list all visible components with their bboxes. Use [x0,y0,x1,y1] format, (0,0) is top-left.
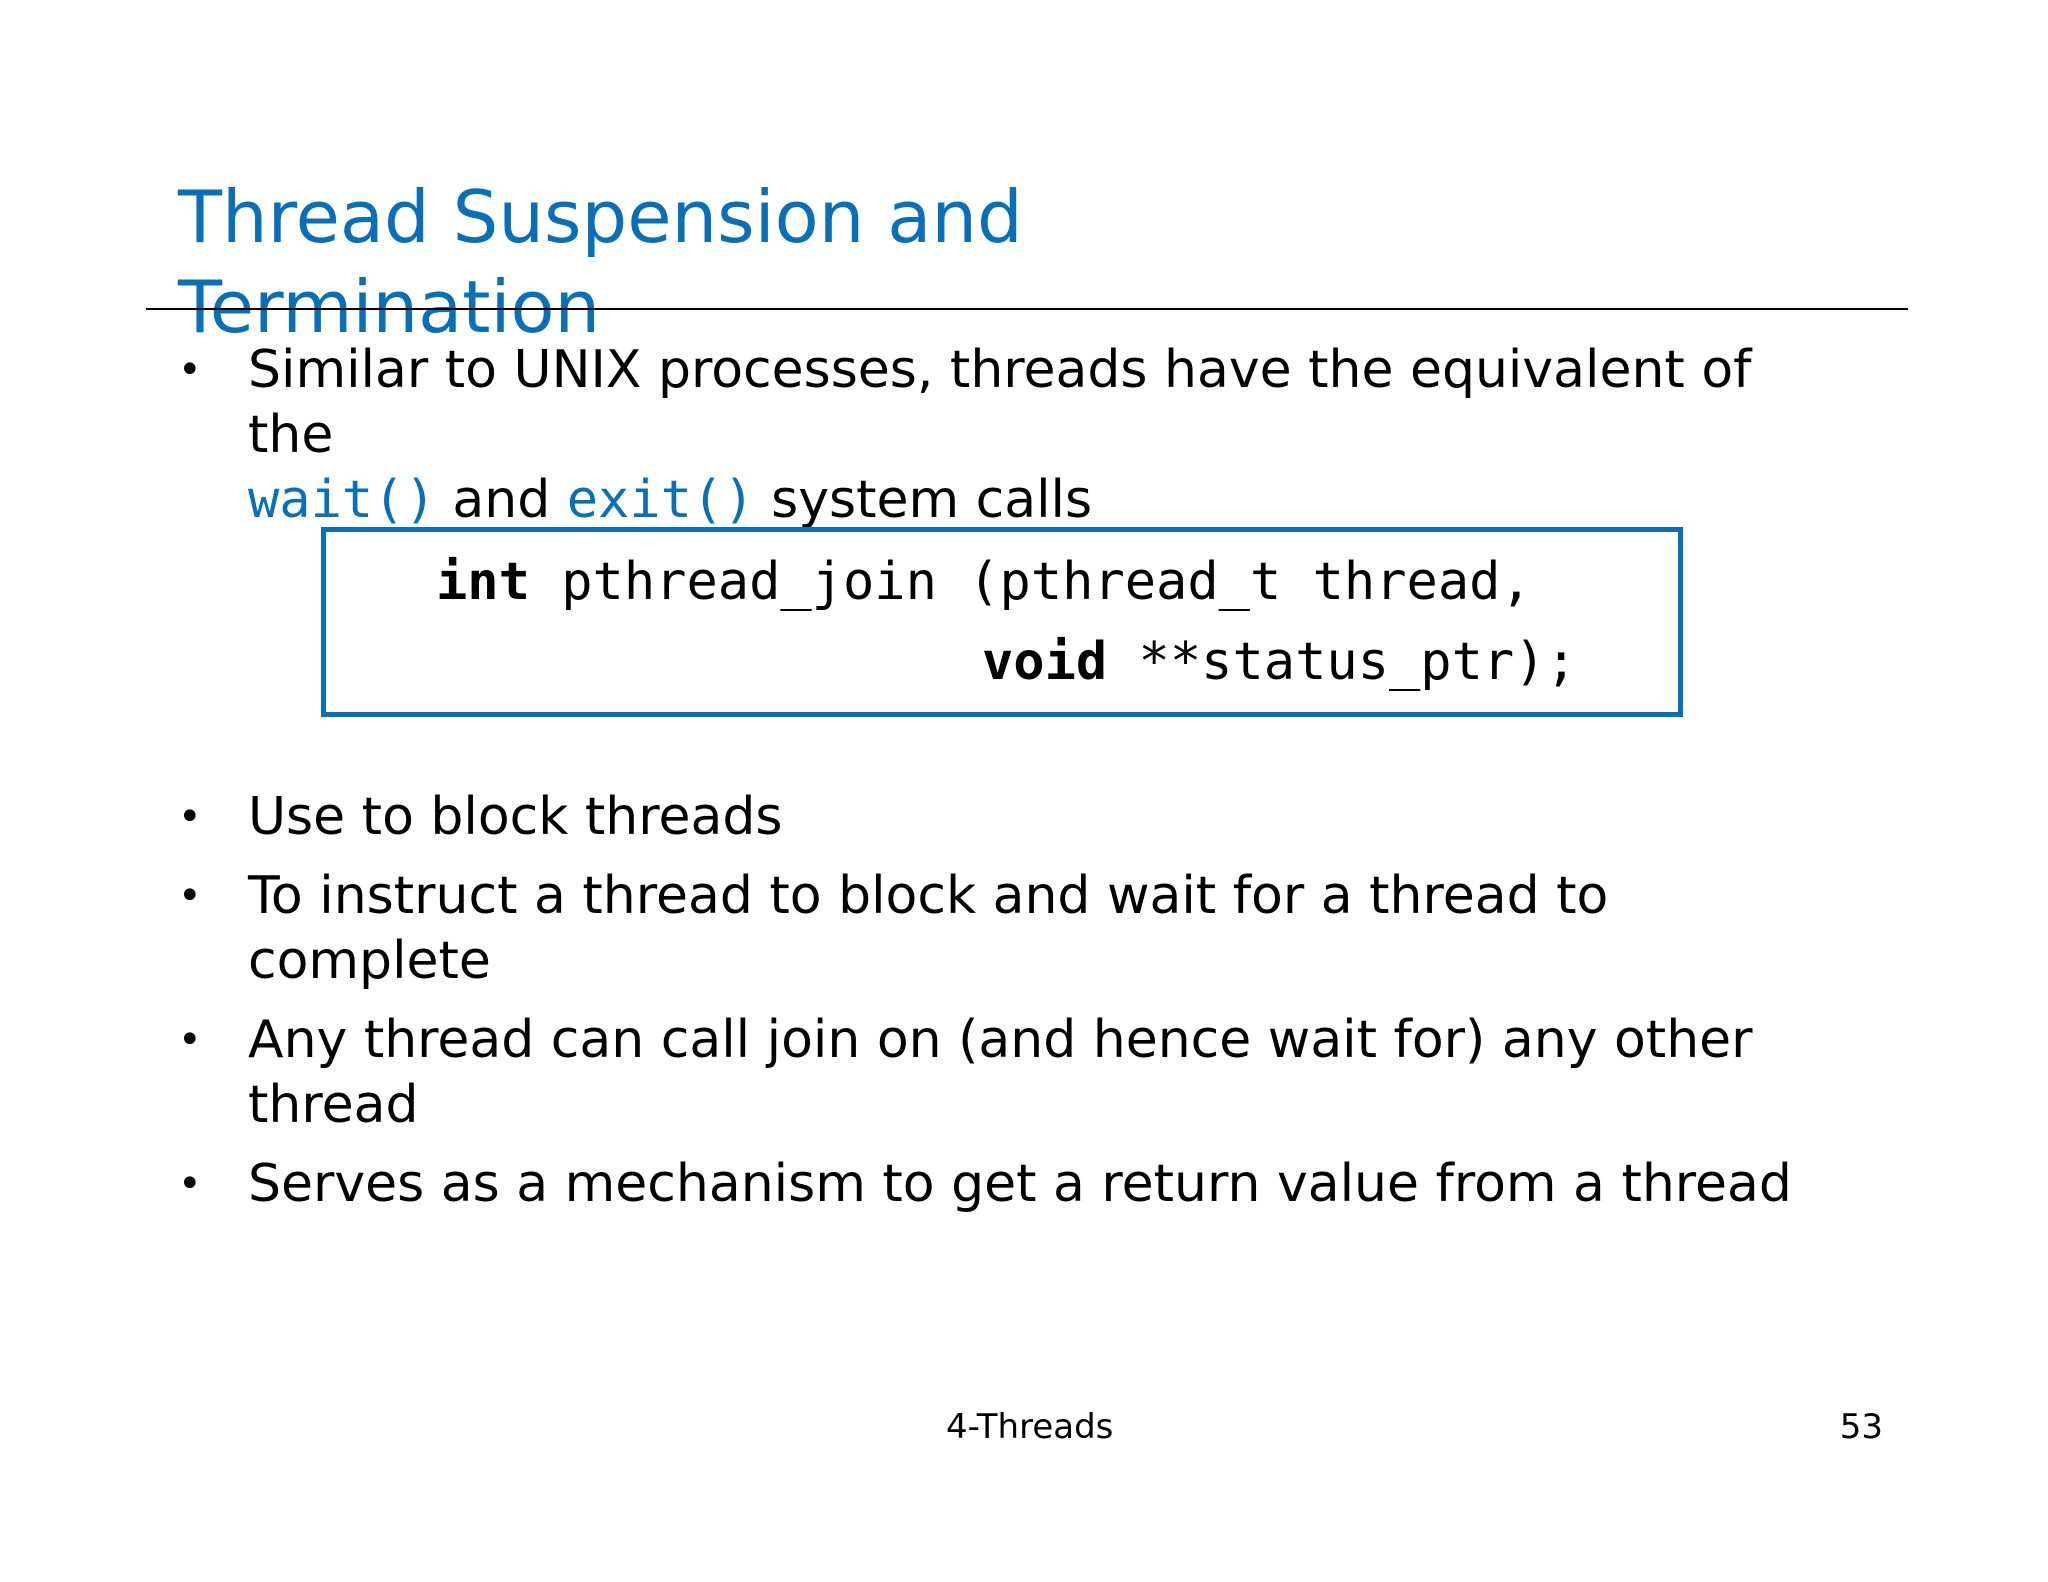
footer-chapter: 4-Threads [946,1407,1114,1447]
bullet-text: Use to block threads [248,787,783,847]
code-line-2 [982,632,1577,692]
bullet-text-mid: and [452,470,551,530]
bullet-text-post: system calls [771,470,1093,530]
bullet-text [248,338,1828,533]
footer-page-number: 53 [1839,1407,1883,1447]
code-wait: wait() [248,470,436,530]
bullet-text-pre: Similar to UNIX processes, threads have the equivalent of the [248,340,1752,465]
bullet-dot: • [178,794,202,840]
slide-title: Thread Suspension and Termination [178,175,1023,349]
bullet-item [178,1152,1828,1217]
bullet-dot: • [178,347,202,393]
code-exit: exit() [566,470,755,530]
code-keyword-void: void [982,632,1108,692]
bullet-item [178,864,1718,994]
code-line-2-rest: **status_ptr); [1107,632,1577,692]
bullet-dot: • [178,1161,202,1207]
bullet-text: To instruct a thread to block and wait for a thread to complete [248,866,1609,991]
bullet-item [178,1008,1778,1138]
bullet-text: Any thread can call join on (and hence wait for) any other thread [248,1010,1753,1135]
bullet-item [178,338,1828,533]
code-keyword-int: int [436,552,530,612]
bullet-item [178,785,1828,850]
code-line-1-rest: pthread_join (pthread_t thread, [529,552,1532,612]
bullet-dot: • [178,1017,202,1063]
code-block [321,527,1683,717]
bullet-text: Serves as a mechanism to get a return value from a thread [248,1154,1792,1214]
bullet-dot: • [178,873,202,919]
code-line-1 [436,552,1532,612]
title-divider [146,308,1908,310]
